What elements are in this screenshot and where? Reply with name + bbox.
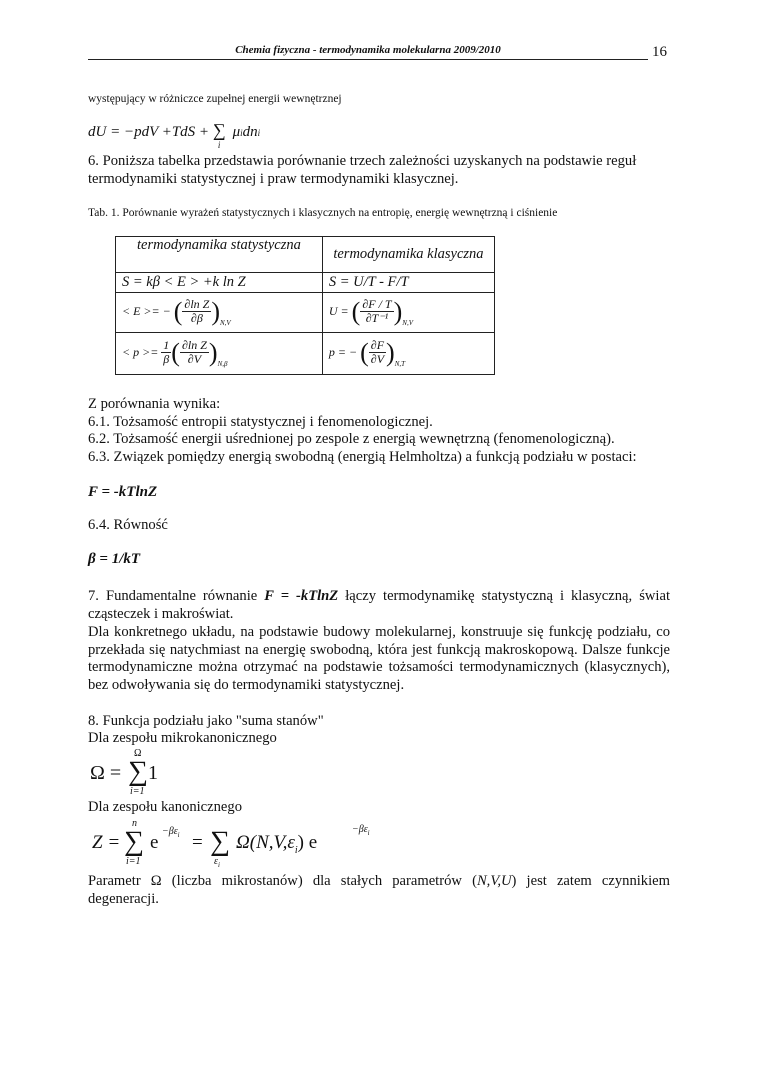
equation-Z: [88, 818, 448, 868]
pressure-stat-pre-num: 1: [163, 338, 170, 353]
degeneracy-pre: Parametr Ω (liczba mikrostanów) dla stałych parametrów (: [88, 873, 477, 889]
formula-beta: β = 1/kT: [88, 551, 141, 567]
Z-term2-end: ) e: [297, 832, 318, 853]
Z-term1: e: [150, 832, 159, 853]
omega-sum-top: Ω: [134, 748, 142, 759]
energy-class-num: ∂F / T: [362, 297, 392, 312]
table-header-statistical: termodynamika statystyczna: [116, 237, 323, 273]
microcanonical-label: Dla zespołu mikrokanonicznego: [88, 730, 277, 746]
page-number: 16: [652, 44, 667, 60]
right-paren-icon: ): [211, 296, 221, 326]
point-8-title: 8. Funkcja podziału jako "suma stanów": [88, 713, 324, 729]
sigma-icon: ∑: [124, 826, 144, 857]
left-paren-icon: (: [360, 337, 369, 367]
Z-sum2-bottom-sub: i: [217, 861, 220, 869]
sigma-icon: ∑: [128, 756, 148, 787]
table-cell-pressure-classical: [322, 333, 494, 375]
degeneracy-post: ) jest zatem czynnikiem degeneracji.: [88, 873, 670, 907]
energy-stat-sub: N,V: [220, 318, 231, 327]
pressure-stat-num: ∂ln Z: [181, 338, 207, 353]
table-cell-energy-statistical: [116, 293, 323, 333]
Z-exp1-sub: i: [177, 831, 180, 839]
point-7-prefix: 7. Fundamentalne równanie: [88, 588, 265, 604]
table-caption: Tab. 1. Porównanie wyrażeń statystycznych i klasycznych na entropię, energię wewnętrzną i ciśnienie: [88, 207, 558, 219]
energy-stat-den: ∂β: [190, 311, 203, 326]
right-paren-icon: ): [393, 296, 403, 326]
Z-exp1-text: −βε: [162, 826, 178, 837]
running-header: Chemia fizyczna - termodynamika molekularna 2009/2010: [235, 44, 501, 56]
pressure-stat-den: ∂V: [187, 352, 202, 367]
omega-term: 1: [148, 762, 158, 784]
degeneracy-paragraph: [88, 873, 670, 908]
omega-lhs: Ω =: [90, 762, 122, 784]
point-7-paragraph: [88, 588, 670, 623]
right-paren-icon: ): [208, 337, 218, 367]
conclusion-6-4: 6.4. Równość: [88, 517, 168, 533]
conclusions-block: [88, 396, 688, 466]
dU-sum-index: i: [217, 140, 221, 150]
comparison-table: [115, 236, 495, 375]
pressure-stat-lhs: < p >=: [122, 344, 159, 359]
left-paren-icon: (: [351, 296, 361, 326]
formula-free-energy: F = -kTlnZ: [88, 484, 158, 500]
left-paren-icon: (: [171, 337, 180, 367]
equation-dU: [88, 120, 261, 150]
table-cell-entropy-classical: S = U/T - F/T: [322, 273, 494, 293]
header-rule: [88, 59, 648, 60]
Z-term2: [236, 832, 317, 856]
energy-stat-lhs: < E >= −: [122, 303, 171, 318]
pressure-stat-pre-den: β: [163, 352, 170, 367]
conclusion-6-3: 6.3. Związek pomiędzy energią swobodną (energią Helmholtza) a funkcją podziału w postaci:: [88, 448, 637, 465]
Z-sum2-bottom: [214, 856, 220, 869]
pressure-class-lhs: p = −: [328, 344, 358, 359]
pressure-class-num: ∂F: [370, 338, 385, 353]
intro-line: występujący w różniczce zupełnej energii wewnętrznej: [88, 93, 342, 105]
Z-exp2-text: −βε: [352, 824, 368, 835]
Z-lhs: Z =: [92, 832, 121, 853]
Z-term2-text: Ω(N,V,ε: [236, 832, 295, 853]
Z-exp1: [162, 826, 180, 839]
degeneracy-params: N,V,U: [476, 873, 512, 889]
Z-exp2-sub: i: [367, 829, 370, 837]
dU-term-sub: i: [240, 128, 243, 138]
pressure-class-den: ∂V: [370, 352, 385, 367]
energy-class-den: ∂T⁻¹: [365, 311, 389, 326]
point-7-suffix: łączy termodynamikę statystyczną i klasyczną, świat cząsteczek i makroświat.: [88, 588, 670, 622]
Z-sum2-bottom-text: ε: [214, 856, 218, 867]
pressure-stat-sub: N,β: [217, 359, 228, 368]
Z-sum1-top: n: [132, 818, 137, 829]
point-7-formula: F = -kTlnZ: [264, 588, 339, 604]
dU-lhs: dU = −pdV +TdS +: [88, 124, 210, 140]
table-cell-entropy-statistical: S = kβ < E > +k ln Z: [116, 273, 323, 293]
left-paren-icon: (: [173, 296, 183, 326]
right-paren-icon: ): [386, 337, 395, 367]
canonical-label: Dla zespołu kanonicznego: [88, 799, 242, 815]
Z-term2-sub: i: [294, 844, 298, 856]
Z-mid-equals: =: [192, 832, 203, 853]
conclusion-6-2: 6.2. Tożsamość energii uśrednionej po zespole z energią wewnętrzną (fenomenologiczną).: [88, 431, 615, 447]
energy-stat-num: ∂ln Z: [184, 297, 210, 312]
pressure-class-sub: N,T: [394, 359, 406, 368]
dU-term-rest: dn: [242, 124, 258, 140]
table-cell-pressure-statistical: [116, 333, 323, 375]
equation-omega: [88, 748, 208, 798]
energy-class-sub: N,V: [402, 318, 413, 327]
point-6-paragraph: 6. Poniższa tabelka przedstawia porównanie trzech zależności uzyskanych na podstawie reguł termodynamiki statystycznej i praw termodynamiki klasycznej.: [88, 153, 637, 187]
conclusions-heading: Z porównania wynika:: [88, 396, 221, 412]
point-7-paragraph-2: Dla konkretnego układu, na podstawie budowy molekularnej, konstruuje się funkcję podziału, co przekłada się natychmiast na energię swobodną, która jest funkcją makroskopową. Dalsze funkcje termodynamiczne można otrzymać na podstawie tożsamości termodynamicznych (klasycznych), bez odwoływania się do termodynamiki statystycznej.: [88, 624, 670, 693]
Z-sum1-bottom: i=1: [126, 856, 141, 867]
omega-sum-bottom: i=1: [130, 786, 145, 797]
conclusion-6-1: 6.1. Tożsamość entropii statystycznej i fenomenologicznej.: [88, 413, 433, 430]
Z-exp2: [352, 824, 370, 837]
dU-term: μ: [232, 124, 241, 140]
dU-sum-symbol: ∑: [212, 120, 226, 140]
dU-term-rest-sub: i: [257, 128, 261, 138]
sigma-icon: ∑: [210, 826, 230, 857]
energy-class-lhs: U =: [328, 303, 349, 318]
table-cell-energy-classical: [322, 293, 494, 333]
table-header-classical: termodynamika klasyczna: [322, 237, 494, 273]
